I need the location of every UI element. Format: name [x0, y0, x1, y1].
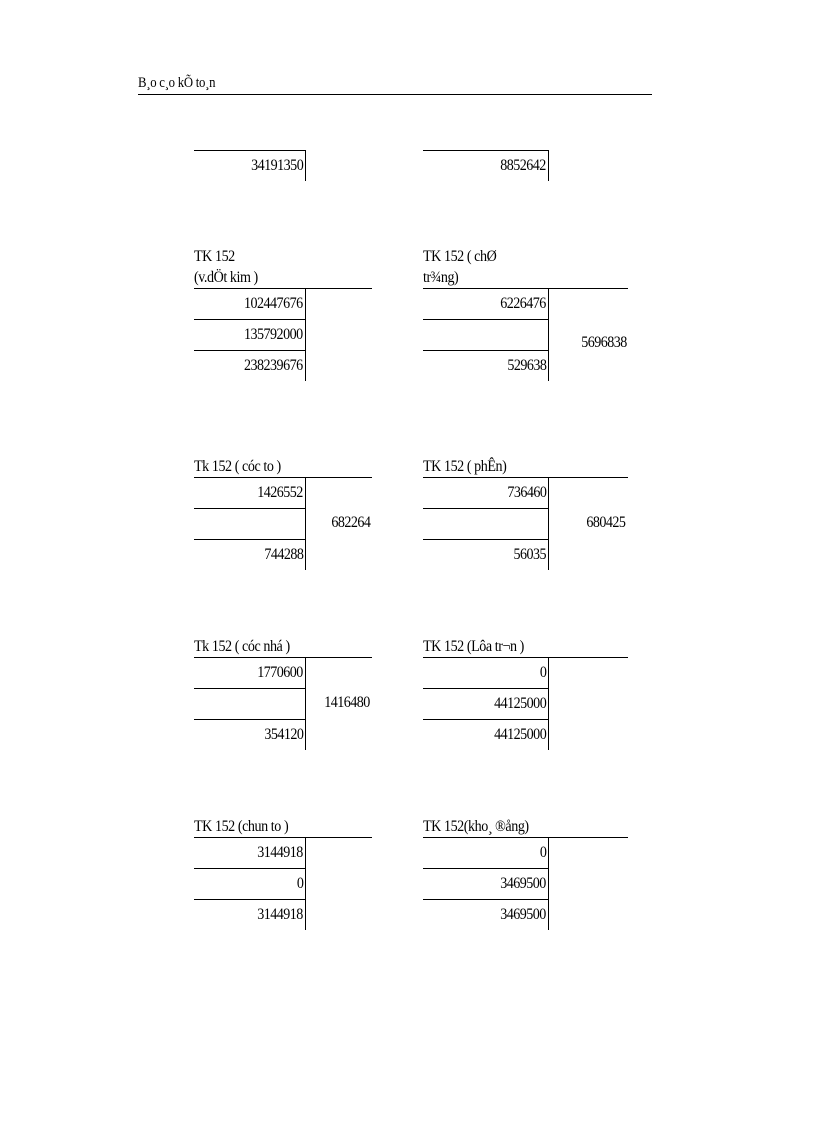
debit-entry [423, 320, 549, 350]
t-account-lua-tron [423, 636, 663, 750]
balance-value: 8852642 [423, 151, 549, 181]
debit-entry: 736460 [423, 478, 549, 508]
debit-entry: 3469500 [423, 869, 549, 899]
debit-entry [194, 689, 306, 719]
debit-balance: 56035 [423, 540, 549, 570]
debit-balance: 3144918 [194, 900, 306, 930]
t-account-khoa-dong [423, 816, 663, 930]
account-title: TK 152 (chun to ) [194, 818, 289, 835]
credit-entry: 5696838 [581, 334, 627, 351]
debit-entry: 0 [194, 869, 306, 899]
debit-entry [423, 509, 549, 539]
page-header [138, 72, 652, 95]
debit-balance: 354120 [194, 720, 306, 750]
credit-entry: 682264 [331, 514, 371, 531]
debit-entry: 44125000 [423, 689, 549, 719]
debit-entry: 135792000 [194, 320, 306, 350]
credit-entry: 680425 [586, 514, 626, 531]
debit-entry: 3144918 [194, 838, 306, 868]
top-balance-left [194, 150, 434, 181]
debit-entry: 102447676 [194, 289, 306, 319]
t-account-vai-det-kim [194, 246, 434, 381]
credit-entry: 1416480 [324, 694, 370, 711]
account-title: (v.dÖt kim ) [194, 269, 258, 286]
account-title: TK 152 ( phÊn) [423, 458, 507, 475]
t-account-cuc-to [194, 456, 434, 570]
debit-entry [194, 509, 306, 539]
debit-balance: 238239676 [194, 351, 306, 381]
t-account-chi-trang [423, 246, 663, 381]
account-title: TK 152(kho¸ ®ång) [423, 818, 529, 835]
t-account-phen [423, 456, 663, 570]
debit-entry: 0 [423, 838, 549, 868]
account-title: TK 152 (Lôa tr¬n ) [423, 638, 524, 655]
account-title: TK 152 [194, 248, 235, 265]
debit-entry: 1426552 [194, 478, 306, 508]
account-title: Tk 152 ( cóc nhá ) [194, 638, 290, 655]
account-title: tr¾ng) [423, 269, 459, 286]
debit-entry: 0 [423, 658, 549, 688]
balance-value: 34191350 [194, 151, 306, 181]
debit-balance: 529638 [423, 351, 549, 381]
account-title: TK 152 ( chØ [423, 248, 497, 265]
t-account-chun-to [194, 816, 434, 930]
account-title: Tk 152 ( cóc to ) [194, 458, 281, 475]
top-balance-right [423, 150, 663, 181]
debit-balance: 44125000 [423, 720, 549, 750]
t-account-cuc-nho [194, 636, 434, 750]
debit-balance: 3469500 [423, 900, 549, 930]
debit-entry: 1770600 [194, 658, 306, 688]
debit-entry: 6226476 [423, 289, 549, 319]
header-title: B¸o c¸o kÕ to¸n [138, 75, 216, 91]
debit-balance: 744288 [194, 540, 306, 570]
